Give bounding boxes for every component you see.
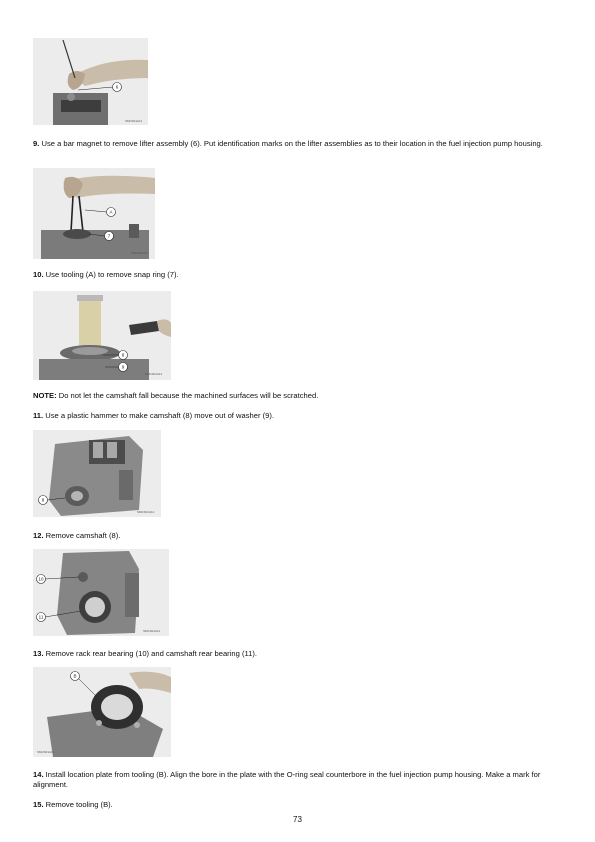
- callout-label: 8: [121, 352, 125, 358]
- step-15: [33, 800, 563, 810]
- figure-code: SMCS01A11: [37, 750, 55, 754]
- step-number: 10.: [33, 270, 44, 279]
- figure-camshaft-hammer-image: [33, 291, 171, 380]
- figure-camshaft-removal: [33, 430, 161, 517]
- step-number: 14.: [33, 770, 44, 779]
- step-number: 9.: [33, 139, 40, 148]
- step-number: 15.: [33, 800, 44, 809]
- figure-location-plate-image: [33, 667, 171, 757]
- callout-label: 9: [121, 364, 125, 370]
- figure-code: SMCS01A11: [137, 510, 155, 514]
- step-number: 11.: [33, 411, 44, 420]
- figure-code: SMCS01A11: [143, 629, 161, 633]
- page-number: 73: [293, 815, 302, 824]
- callout-label: 8: [41, 497, 45, 503]
- figure-code: SMCS01A11: [131, 251, 149, 255]
- step-text: Use a bar magnet to remove lifter assembly (6). Put identification marks on the lifter assemblies as to their location in the fuel injection pump housing.: [39, 139, 543, 148]
- step-text: Remove camshaft (8).: [43, 531, 121, 540]
- step-number: 12.: [33, 531, 44, 540]
- step-text: Remove tooling (B).: [43, 800, 113, 809]
- figure-snap-ring-removal: [33, 168, 155, 259]
- figure-rear-bearings-image: [33, 549, 169, 636]
- step-12: [33, 531, 563, 541]
- figure-camshaft-removal-image: [33, 430, 161, 517]
- note: [33, 391, 563, 401]
- callout-label: A: [109, 209, 113, 215]
- step-14: [33, 770, 563, 790]
- figure-camshaft-hammer: [33, 291, 171, 380]
- step-text: Use a plastic hammer to make camshaft (8) move out of washer (9).: [43, 411, 274, 420]
- step-text: Remove rack rear bearing (10) and camshaft rear bearing (11).: [43, 649, 257, 658]
- callout-label: 10: [38, 576, 44, 582]
- note-label: NOTE:: [33, 391, 57, 400]
- callout-label: B: [73, 673, 77, 679]
- figure-location-plate: [33, 667, 171, 757]
- figure-code: SMCS01A11: [125, 119, 143, 123]
- step-13: [33, 649, 563, 659]
- figure-lifter-removal-image: [33, 38, 148, 125]
- step-number: 13.: [33, 649, 44, 658]
- step-text: Install location plate from tooling (B). Align the bore in the plate with the O-ring seal counterbore in the fuel injection pump housing. Make a mark for alignment.: [33, 770, 541, 789]
- step-text: Use tooling (A) to remove snap ring (7).: [43, 270, 179, 279]
- callout-label: 6: [115, 84, 119, 90]
- callout-label: 11: [38, 614, 44, 620]
- step-11: [33, 411, 563, 421]
- note-text: Do not let the camshaft fall because the machined surfaces will be scratched.: [56, 391, 319, 400]
- figure-code: SMCS01A11: [145, 372, 163, 376]
- figure-lifter-removal: [33, 38, 148, 125]
- step-10: [33, 270, 563, 280]
- step-9: [33, 139, 563, 149]
- figure-rear-bearings: [33, 549, 169, 636]
- figure-snap-ring-removal-image: [33, 168, 155, 259]
- callout-label: 7: [107, 233, 111, 239]
